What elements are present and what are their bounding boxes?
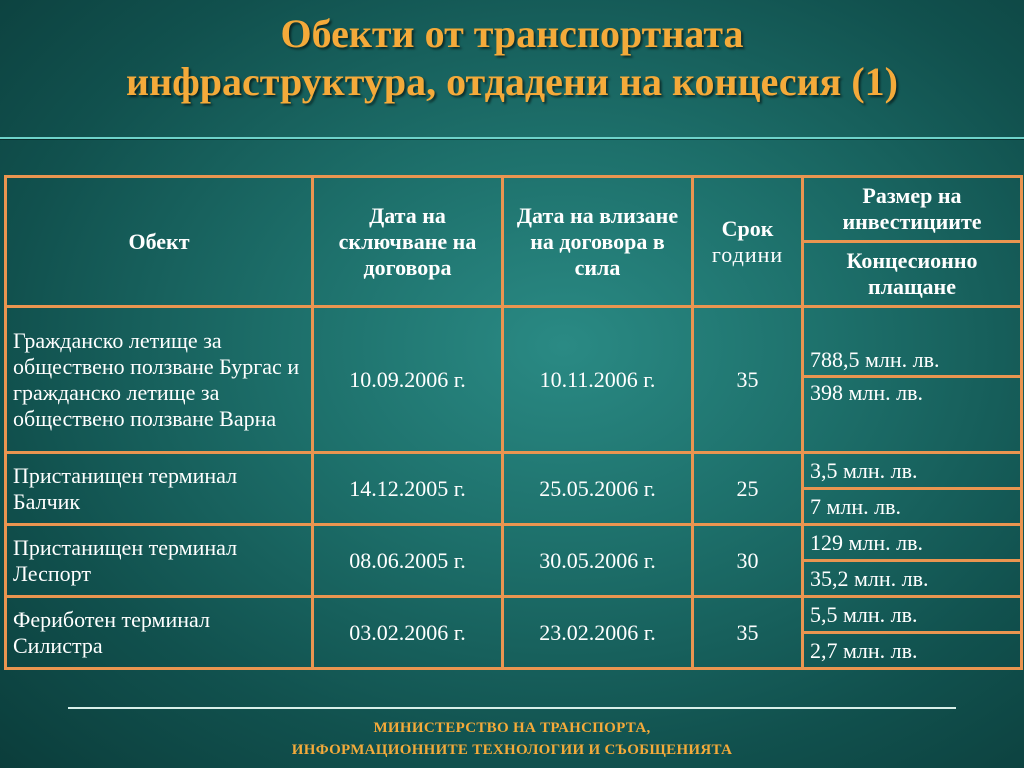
cell-contract-date: 14.12.2005 г. (313, 453, 503, 525)
cell-effective-date: 10.11.2006 г. (503, 307, 693, 453)
cell-object: Гражданско летище за обществено ползване Бургас и гражданско летище за обществено ползване Варна (6, 307, 313, 453)
table-row (6, 307, 1022, 377)
cell-concession-fee: 398 млн. лв. (803, 377, 1022, 453)
table-row (6, 597, 1022, 633)
cell-contract-date: 03.02.2006 г. (313, 597, 503, 669)
concessions-table (4, 175, 1023, 670)
table-row (6, 453, 1022, 489)
footer-line-1: МИНИСТЕРСТВО НА ТРАНСПОРТА, (373, 720, 651, 736)
cell-object: Пристанищен терминал Леспорт (6, 525, 313, 597)
slide-title-line-2: инфраструктура, отдадени на концесия (1) (126, 59, 898, 104)
header-investment: Размер на инвестициите (803, 177, 1022, 242)
cell-effective-date: 25.05.2006 г. (503, 453, 693, 525)
cell-contract-date: 10.09.2006 г. (313, 307, 503, 453)
header-concession-fee: Концесионно плащане (803, 242, 1022, 307)
cell-contract-date: 08.06.2005 г. (313, 525, 503, 597)
cell-effective-date: 30.05.2006 г. (503, 525, 693, 597)
footer-divider (68, 707, 956, 709)
header-effective-date: Дата на влизане на договора в сила (503, 177, 693, 307)
footer-line-2: ИНФОРМАЦИОННИТЕ ТЕХНОЛОГИИ И СЪОБЩЕНИЯТА (291, 742, 733, 758)
slide-title-line-1: Обекти от транспортната (280, 11, 744, 56)
cell-concession-fee: 2,7 млн. лв. (803, 633, 1022, 669)
table-header-row (6, 177, 1022, 242)
header-contract-date: Дата на сключване на договора (313, 177, 503, 307)
header-term (693, 177, 803, 307)
cell-term: 30 (693, 525, 803, 597)
cell-concession-fee: 35,2 млн. лв. (803, 561, 1022, 597)
header-object: Обект (6, 177, 313, 307)
cell-term: 35 (693, 307, 803, 453)
footer-ministry-name (0, 717, 1024, 761)
cell-investment: 788,5 млн. лв. (803, 307, 1022, 377)
cell-investment: 5,5 млн. лв. (803, 597, 1022, 633)
cell-investment: 3,5 млн. лв. (803, 453, 1022, 489)
cell-object: Фериботен терминал Силистра (6, 597, 313, 669)
header-term-unit: години (711, 241, 784, 267)
title-divider (0, 137, 1024, 139)
cell-term: 35 (693, 597, 803, 669)
header-term-label: Срок (721, 215, 774, 241)
cell-investment: 129 млн. лв. (803, 525, 1022, 561)
cell-object: Пристанищен терминал Балчик (6, 453, 313, 525)
table-row (6, 525, 1022, 561)
cell-effective-date: 23.02.2006 г. (503, 597, 693, 669)
slide-title (0, 10, 1024, 106)
cell-concession-fee: 7 млн. лв. (803, 489, 1022, 525)
cell-term: 25 (693, 453, 803, 525)
